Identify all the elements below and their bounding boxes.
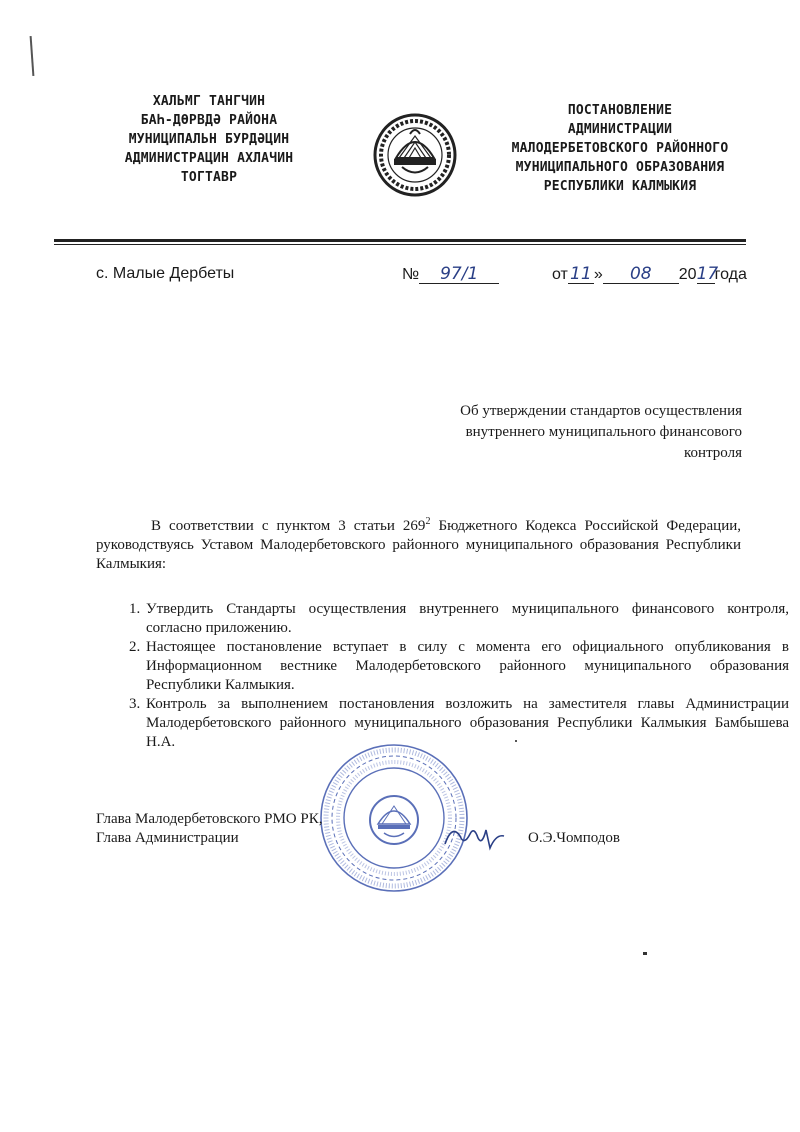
document-number	[402, 265, 499, 284]
header-right-line: РЕСПУБЛИКИ КАЛМЫКИЯ	[543, 179, 697, 194]
scan-speck	[515, 740, 517, 742]
subject-line: Об утверждении стандартов осуществления	[460, 403, 742, 419]
document-date: от 11 » 08 2017года	[552, 264, 747, 284]
resolution-items	[96, 600, 789, 752]
signatory-name: О.Э.Чомподов	[528, 830, 620, 846]
header-right-line: МУНИЦИПАЛЬНОГО ОБРАЗОВАНИЯ	[515, 160, 725, 175]
year-prefix: 20	[678, 266, 697, 283]
header-left	[96, 92, 322, 187]
date-month: 08	[603, 265, 679, 284]
header-left-line: АДМИНИСТРАЦИН АХЛАЧИН	[124, 151, 294, 166]
subject-line: контроля	[684, 445, 742, 461]
header-left-line: БАҺ-ДӨРВДӘ РАЙОНА	[140, 113, 278, 128]
header-left-line: ХАЛЬМГ ТАНГЧИН	[152, 94, 266, 109]
header-right	[470, 101, 770, 196]
header-left-line: ТОГТАВР	[180, 170, 238, 185]
number-prefix: №	[402, 266, 420, 283]
handwritten-signature	[440, 816, 510, 856]
signature-title-2: Глава Администрации	[96, 830, 239, 846]
number-value: 97/1	[419, 265, 499, 284]
subject-line: внутреннего муниципального финансового	[465, 424, 742, 440]
scan-mark	[30, 36, 35, 76]
resolution-item: 3. Контроль за выполнением постановления возложить на заместителя главы Администрации Малодербетовского районного муниципального образования Республики Калмыкия Бамбышева Н.А.	[144, 695, 789, 752]
resolution-item: 2. Настоящее постановление вступает в силу с момента его официального опубликования в Информационном вестнике Малодербетовского районного муниципального образования Республики Калмыкия.	[144, 638, 789, 695]
signature-title-1: Глава Малодербетовского РМО РК,	[96, 811, 323, 827]
scan-speck	[643, 952, 647, 955]
subject	[412, 401, 742, 464]
preamble	[96, 512, 741, 574]
header-rule-thick	[54, 239, 746, 242]
header-right-line: ПОСТАНОВЛЕНИЕ	[567, 103, 673, 118]
header-rule-thin	[54, 244, 746, 245]
coat-of-arms-emblem	[372, 112, 458, 198]
header-right-line: МАЛОДЕРБЕТОВСКОГО РАЙОННОГО	[511, 141, 729, 156]
header-right-line: АДМИНИСТРАЦИИ	[567, 122, 673, 137]
resolution-item: 1. Утвердить Стандарты осуществления внутреннего муниципального финансового контроля, согласно приложению.	[144, 600, 789, 638]
year-word: года	[714, 266, 747, 283]
date-day: 11	[568, 265, 594, 284]
date-prefix: от	[552, 266, 568, 283]
place: с. Малые Дербеты	[96, 265, 235, 282]
year-suffix: 17	[696, 264, 719, 284]
preamble-superscript: 2	[425, 516, 431, 527]
preamble-text: В соответствии с пунктом 3 статьи 269	[151, 518, 426, 534]
header-left-line: МУНИЦИПАЛЬН БУРДӘЦИН	[128, 132, 290, 147]
preamble-text-rest: Бюджетного Кодекса Российской Федерации, руководствуясь Уставом Малодербетовского районного муниципального образования Республики Калмыкия:	[96, 518, 741, 572]
